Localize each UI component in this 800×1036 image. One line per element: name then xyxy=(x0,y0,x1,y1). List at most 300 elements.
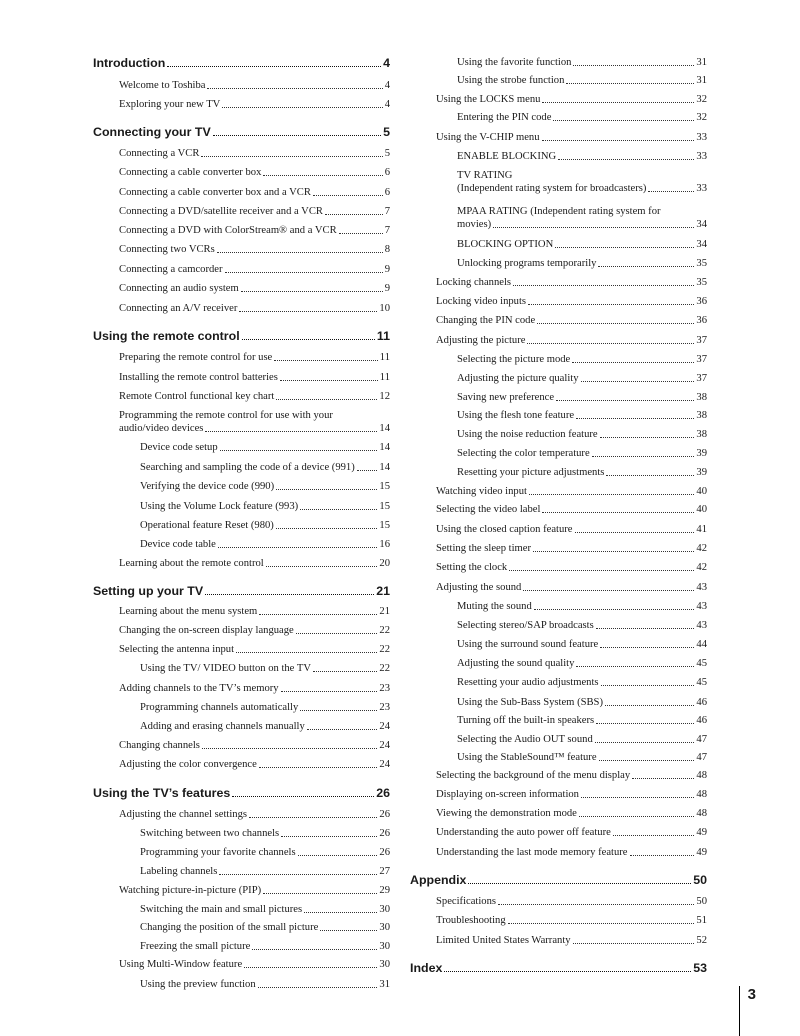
toc-entry-title: Watching picture-in-picture (PIP) xyxy=(119,885,262,896)
toc-page-number: 34 xyxy=(696,219,707,230)
toc-entry-title: Locking video inputs xyxy=(436,296,527,307)
toc-entry-title: TV RATING xyxy=(457,170,513,181)
toc-entry-title: Turning off the built-in speakers xyxy=(457,715,595,726)
toc-entry xyxy=(119,205,390,218)
toc-entry-title: Connecting two VCRs xyxy=(119,244,215,255)
toc-page-number: 30 xyxy=(379,904,390,915)
dot-leader xyxy=(263,175,382,176)
dot-leader xyxy=(167,66,381,67)
dot-leader xyxy=(274,360,378,361)
toc-entry xyxy=(457,638,707,651)
toc-page-number: 26 xyxy=(379,809,390,820)
toc-entry xyxy=(436,895,707,908)
toc-page-number: 48 xyxy=(696,770,707,781)
toc-entry xyxy=(457,409,707,422)
dot-leader xyxy=(537,323,694,324)
toc-section-heading xyxy=(93,126,390,139)
toc-entry-title: Programming your favorite channels xyxy=(140,847,296,858)
toc-entry xyxy=(457,600,707,613)
toc-page-number: 10 xyxy=(379,303,390,314)
toc-page-number: 43 xyxy=(696,601,707,612)
toc-entry-title: Entering the PIN code xyxy=(457,112,552,123)
toc-page-number: 21 xyxy=(379,606,390,617)
toc-page-number: 45 xyxy=(696,658,707,669)
toc-entry-title: Installing the remote control batteries xyxy=(119,372,278,383)
toc-entry xyxy=(119,282,390,295)
toc-entry xyxy=(457,150,707,163)
dot-leader xyxy=(241,291,383,292)
toc-entry-title: Viewing the demonstration mode xyxy=(436,808,577,819)
toc-entry-title: Muting the sound xyxy=(457,601,532,612)
dot-leader xyxy=(266,566,378,567)
dot-leader xyxy=(201,156,382,157)
dot-leader xyxy=(444,971,691,972)
toc-entry-title: Using the TV’s features xyxy=(93,786,231,800)
dot-leader xyxy=(509,570,694,571)
toc-entry-title: Connecting a DVD with ColorStream® and a VCR xyxy=(119,225,337,236)
toc-page-number: 48 xyxy=(696,789,707,800)
dot-leader xyxy=(523,590,694,591)
toc-entry xyxy=(119,351,390,364)
toc-page-number: 41 xyxy=(696,524,707,535)
toc-entry-title: Connecting a VCR xyxy=(119,148,200,159)
toc-page-number: 44 xyxy=(696,639,707,650)
dot-leader xyxy=(508,923,695,924)
dot-leader xyxy=(236,652,377,653)
toc-page-number: 14 xyxy=(379,423,390,434)
toc-entry-title: Selecting the color temperature xyxy=(457,448,590,459)
toc-page-number: 35 xyxy=(696,277,707,288)
toc-entry xyxy=(436,485,707,498)
dot-leader xyxy=(320,930,377,931)
toc-entry-title: Using the strobe function xyxy=(457,75,565,86)
dot-leader xyxy=(556,400,694,401)
toc-entry xyxy=(436,93,707,106)
toc-entry xyxy=(119,557,390,570)
toc-entry xyxy=(140,827,390,840)
dot-leader xyxy=(205,431,377,432)
toc-page-number: 29 xyxy=(379,885,390,896)
toc-entry-title: Remote Control functional key chart xyxy=(119,391,275,402)
toc-entry xyxy=(457,74,707,87)
toc-page-number: 11 xyxy=(379,352,390,363)
toc-entry-title: Adding channels to the TV’s memory xyxy=(119,683,279,694)
toc-entry-title: Device code setup xyxy=(140,442,218,453)
toc-entry-title: movies) xyxy=(457,219,492,230)
toc-page-number: 4 xyxy=(384,80,390,91)
toc-entry-title: Setting the sleep timer xyxy=(436,543,532,554)
dot-leader xyxy=(542,512,694,513)
toc-entry-title: Using the closed caption feature xyxy=(436,524,573,535)
dot-leader xyxy=(576,418,694,419)
dot-leader xyxy=(218,547,378,548)
toc-entry-title: Freezing the small picture xyxy=(140,941,251,952)
toc-entry-title: Preparing the remote control for use xyxy=(119,352,273,363)
toc-section-heading xyxy=(93,57,390,70)
toc-section-heading xyxy=(93,585,390,598)
toc-entry-title: Selecting the picture mode xyxy=(457,354,571,365)
toc-page-number: 9 xyxy=(384,264,390,275)
toc-entry xyxy=(436,276,707,289)
toc-page-number: 4 xyxy=(384,99,390,110)
toc-entry-title: Connecting your TV xyxy=(93,125,211,139)
toc-entry-title: Connecting a camcorder xyxy=(119,264,223,275)
toc-entry xyxy=(457,205,707,231)
dot-leader xyxy=(239,311,377,312)
toc-page-number: 26 xyxy=(379,847,390,858)
dot-leader xyxy=(529,494,694,495)
toc-entry-title: Adjusting the sound xyxy=(436,582,522,593)
toc-entry xyxy=(436,769,707,782)
toc-page-number: 12 xyxy=(379,391,390,402)
toc-entry xyxy=(119,758,390,771)
toc-entry-title: Using Multi-Window feature xyxy=(119,959,243,970)
toc-entry xyxy=(457,657,707,670)
dot-leader xyxy=(276,528,378,529)
toc-entry xyxy=(457,372,707,385)
toc-entry-title: Device code table xyxy=(140,539,216,550)
dot-leader xyxy=(573,65,694,66)
toc-entry xyxy=(140,846,390,859)
toc-page-number: 53 xyxy=(693,961,707,975)
toc-page-number: 31 xyxy=(379,979,390,990)
toc-entry-title: Setting the clock xyxy=(436,562,508,573)
dot-leader xyxy=(596,723,694,724)
toc-page-number: 22 xyxy=(379,644,390,655)
toc-entry-title: Using the favorite function xyxy=(457,57,572,68)
toc-entry-title: Using the TV/ VIDEO button on the TV xyxy=(140,663,311,674)
toc-entry-title: Adjusting the color convergence xyxy=(119,759,257,770)
dot-leader xyxy=(534,609,695,610)
toc-entry xyxy=(457,676,707,689)
toc-entry xyxy=(436,914,707,927)
toc-entry-title: (Independent rating system for broadcasters) xyxy=(457,183,647,194)
toc-page-number: 40 xyxy=(696,504,707,515)
toc-entry xyxy=(436,846,707,859)
dot-leader xyxy=(259,614,377,615)
toc-entry-title: Switching the main and small pictures xyxy=(140,904,303,915)
toc-page-number: 15 xyxy=(379,501,390,512)
dot-leader xyxy=(592,456,695,457)
toc-entry xyxy=(140,461,390,474)
toc-entry-title: Using the surround sound feature xyxy=(457,639,599,650)
dot-leader xyxy=(573,943,695,944)
toc-entry xyxy=(457,751,707,764)
toc-entry-title: Selecting stereo/SAP broadcasts xyxy=(457,620,594,631)
dot-leader xyxy=(276,489,377,490)
dot-leader xyxy=(630,855,695,856)
toc-page-number: 26 xyxy=(379,828,390,839)
toc-entry xyxy=(436,561,707,574)
dot-leader xyxy=(220,450,378,451)
toc-entry xyxy=(436,295,707,308)
toc-entry-title: Index xyxy=(410,961,443,975)
dot-leader xyxy=(600,437,695,438)
toc-entry xyxy=(119,263,390,276)
toc-entry xyxy=(436,523,707,536)
toc-entry xyxy=(119,884,390,897)
toc-entry xyxy=(457,714,707,727)
toc-entry-title: Resetting your audio adjustments xyxy=(457,677,599,688)
toc-page-number: 16 xyxy=(379,539,390,550)
toc-entry-title: Selecting the Audio OUT sound xyxy=(457,734,593,745)
toc-page-number: 7 xyxy=(384,225,390,236)
toc-entry-title: Resetting your picture adjustments xyxy=(457,467,605,478)
toc-entry xyxy=(119,186,390,199)
toc-entry xyxy=(457,111,707,124)
dot-leader xyxy=(555,247,694,248)
toc-entry-title: Locking channels xyxy=(436,277,512,288)
dot-leader xyxy=(598,266,694,267)
toc-entry xyxy=(119,79,390,92)
toc-entry-title: Operational feature Reset (980) xyxy=(140,520,274,531)
toc-page-number: 43 xyxy=(696,620,707,631)
toc-entry-title: Using the preview function xyxy=(140,979,256,990)
toc-page-number: 46 xyxy=(696,715,707,726)
dot-leader xyxy=(599,760,695,761)
toc-section-heading xyxy=(410,874,707,887)
dot-leader xyxy=(202,748,377,749)
toc-entry-title: Connecting an audio system xyxy=(119,283,239,294)
toc-page-number: 52 xyxy=(696,935,707,946)
dot-leader xyxy=(581,797,694,798)
toc-entry-title: Using the V-CHIP menu xyxy=(436,132,540,143)
toc-page-number: 50 xyxy=(696,896,707,907)
dot-leader xyxy=(542,140,695,141)
toc-entry-title: Using the LOCKS menu xyxy=(436,94,541,105)
toc-entry xyxy=(119,98,390,111)
toc-entry xyxy=(457,238,707,251)
toc-entry xyxy=(436,934,707,947)
toc-entry-title: Understanding the auto power off feature xyxy=(436,827,611,838)
dot-leader xyxy=(558,159,694,160)
dot-leader xyxy=(242,339,375,340)
toc-entry-title: Saving new preference xyxy=(457,392,555,403)
toc-entry xyxy=(140,921,390,934)
toc-page-number: 42 xyxy=(696,562,707,573)
dot-leader xyxy=(595,742,695,743)
toc-entry-title: Changing the PIN code xyxy=(436,315,536,326)
dot-leader xyxy=(613,835,695,836)
toc-page-number: 46 xyxy=(696,697,707,708)
toc-entry-title: Programming the remote control for use with your xyxy=(119,410,333,421)
dot-leader xyxy=(533,551,694,552)
toc-page-number: 15 xyxy=(379,520,390,531)
toc-page-number: 30 xyxy=(379,941,390,952)
dot-leader xyxy=(632,778,694,779)
toc-entry xyxy=(119,739,390,752)
toc-page-number: 48 xyxy=(696,808,707,819)
toc-entry-title: Setting up your TV xyxy=(93,584,204,598)
dot-leader xyxy=(296,633,378,634)
dot-leader xyxy=(219,874,377,875)
toc-entry xyxy=(457,56,707,69)
toc-entry xyxy=(119,302,390,315)
dot-leader xyxy=(213,135,381,136)
toc-entry xyxy=(140,865,390,878)
toc-page-number: 11 xyxy=(379,372,390,383)
toc-entry-title: Selecting the background of the menu display xyxy=(436,770,631,781)
dot-leader xyxy=(596,628,695,629)
toc-entry-title: Changing channels xyxy=(119,740,200,751)
toc-entry-title: Verifying the device code (990) xyxy=(140,481,275,492)
toc-entry-title: Learning about the menu system xyxy=(119,606,258,617)
dot-leader xyxy=(566,83,694,84)
dot-leader xyxy=(468,883,691,884)
dot-leader xyxy=(307,729,378,730)
dot-leader xyxy=(605,705,694,706)
toc-entry xyxy=(119,409,390,435)
dot-leader xyxy=(601,685,695,686)
dot-leader xyxy=(357,470,378,471)
dot-leader xyxy=(263,893,377,894)
dot-leader xyxy=(225,272,383,273)
toc-page-number: 47 xyxy=(696,734,707,745)
toc-page-number: 45 xyxy=(696,677,707,688)
toc-entry-title: Using the StableSound™ feature xyxy=(457,752,597,763)
toc-entry-title: Using the remote control xyxy=(93,329,240,343)
toc-entry xyxy=(140,701,390,714)
dot-leader xyxy=(281,836,377,837)
toc-entry xyxy=(457,169,707,195)
toc-entry xyxy=(140,441,390,454)
dot-leader xyxy=(300,509,377,510)
toc-entry xyxy=(119,390,390,403)
toc-page-number: 30 xyxy=(379,959,390,970)
dot-leader xyxy=(513,285,694,286)
dot-leader xyxy=(606,475,694,476)
dot-leader xyxy=(259,767,378,768)
toc-page-number: 31 xyxy=(696,57,707,68)
toc-entry xyxy=(119,682,390,695)
toc-page-number: 50 xyxy=(693,873,707,887)
toc-page-number: 8 xyxy=(384,244,390,255)
toc-entry-title: Introduction xyxy=(93,56,166,70)
toc-page-number: 4 xyxy=(383,56,390,70)
dot-leader xyxy=(498,904,694,905)
toc-entry xyxy=(436,788,707,801)
toc-entry-title: MPAA RATING (Independent rating system for xyxy=(457,206,661,217)
toc-page-number: 6 xyxy=(384,167,390,178)
toc-entry-title: Using the flesh tone feature xyxy=(457,410,575,421)
dot-leader xyxy=(298,855,378,856)
dot-leader xyxy=(542,102,694,103)
toc-page-number: 32 xyxy=(696,112,707,123)
dot-leader xyxy=(304,912,377,913)
dot-leader xyxy=(339,233,383,234)
toc-entry-title: Specifications xyxy=(436,896,497,907)
dot-leader xyxy=(222,107,382,108)
toc-entry xyxy=(436,581,707,594)
toc-entry-title: Adjusting the channel settings xyxy=(119,809,247,820)
toc-entry xyxy=(119,624,390,637)
dot-leader xyxy=(576,666,694,667)
toc-section-heading xyxy=(93,330,390,343)
toc-page-number: 7 xyxy=(384,206,390,217)
toc-page-number: 33 xyxy=(696,151,707,162)
toc-entry xyxy=(457,257,707,270)
toc-entry xyxy=(119,643,390,656)
dot-leader xyxy=(528,304,694,305)
toc-page-number: 14 xyxy=(379,442,390,453)
toc-entry xyxy=(140,940,390,953)
toc-entry-title: Changing the position of the small picture xyxy=(140,922,319,933)
toc-page-number: 6 xyxy=(384,187,390,198)
toc-page-number: 22 xyxy=(379,663,390,674)
toc-entry xyxy=(119,147,390,160)
dot-leader xyxy=(325,214,383,215)
toc-entry xyxy=(457,466,707,479)
toc-page-number: 26 xyxy=(376,786,390,800)
toc-entry-title: BLOCKING OPTION xyxy=(457,239,554,250)
toc-entry-title: Displaying on-screen information xyxy=(436,789,579,800)
toc-entry-title: Connecting a cable converter box xyxy=(119,167,262,178)
toc-page-number: 5 xyxy=(384,148,390,159)
dot-leader xyxy=(579,816,695,817)
toc-entry-title: Selecting the antenna input xyxy=(119,644,235,655)
toc-entry xyxy=(436,826,707,839)
toc-entry xyxy=(140,903,390,916)
toc-page-number: 27 xyxy=(379,866,390,877)
toc-page-number: 20 xyxy=(379,558,390,569)
toc-page-number: 40 xyxy=(696,486,707,497)
toc-entry-title: Appendix xyxy=(410,873,467,887)
toc-entry xyxy=(436,334,707,347)
toc-page-number: 24 xyxy=(379,721,390,732)
dot-leader xyxy=(207,88,382,89)
toc-page-number: 21 xyxy=(376,584,390,598)
toc-entry xyxy=(457,353,707,366)
toc-entry-title: Understanding the last mode memory feature xyxy=(436,847,628,858)
toc-entry-title: Connecting a DVD/satellite receiver and a VCR xyxy=(119,206,323,217)
toc-entry xyxy=(436,131,707,144)
toc-entry-title: Switching between two channels xyxy=(140,828,280,839)
toc-entry xyxy=(436,314,707,327)
toc-entry xyxy=(457,619,707,632)
dot-leader xyxy=(244,967,377,968)
dot-leader xyxy=(527,343,694,344)
toc-page-number: 9 xyxy=(384,283,390,294)
toc-page-number: 42 xyxy=(696,543,707,554)
toc-entry-title: Adjusting the sound quality xyxy=(457,658,575,669)
toc-entry xyxy=(119,958,390,971)
toc-entry-title: Adjusting the picture quality xyxy=(457,373,579,384)
toc-entry-title: audio/video devices xyxy=(119,423,204,434)
toc-entry xyxy=(436,503,707,516)
toc-entry-title: Troubleshooting xyxy=(436,915,506,926)
toc-entry-title: Labeling channels xyxy=(140,866,218,877)
toc-entry-title: Using the Sub-Bass System (SBS) xyxy=(457,697,603,708)
toc-entry xyxy=(119,166,390,179)
toc-page-number: 36 xyxy=(696,296,707,307)
dot-leader xyxy=(276,399,377,400)
dot-leader xyxy=(572,362,694,363)
toc-entry xyxy=(436,807,707,820)
dot-leader xyxy=(217,252,383,253)
toc-entry-title: Learning about the remote control xyxy=(119,558,264,569)
toc-page-number: 43 xyxy=(696,582,707,593)
dot-leader xyxy=(252,949,377,950)
dot-leader xyxy=(280,380,378,381)
page-number: 3 xyxy=(747,986,756,1003)
toc-page-number: 30 xyxy=(379,922,390,933)
toc-entry-title: Selecting the video label xyxy=(436,504,541,515)
toc-page-number: 15 xyxy=(379,481,390,492)
toc-entry xyxy=(119,808,390,821)
toc-entry-title: Watching video input xyxy=(436,486,527,497)
toc-entry-title: Adding and erasing channels manually xyxy=(140,721,305,732)
toc-entry xyxy=(119,371,390,384)
